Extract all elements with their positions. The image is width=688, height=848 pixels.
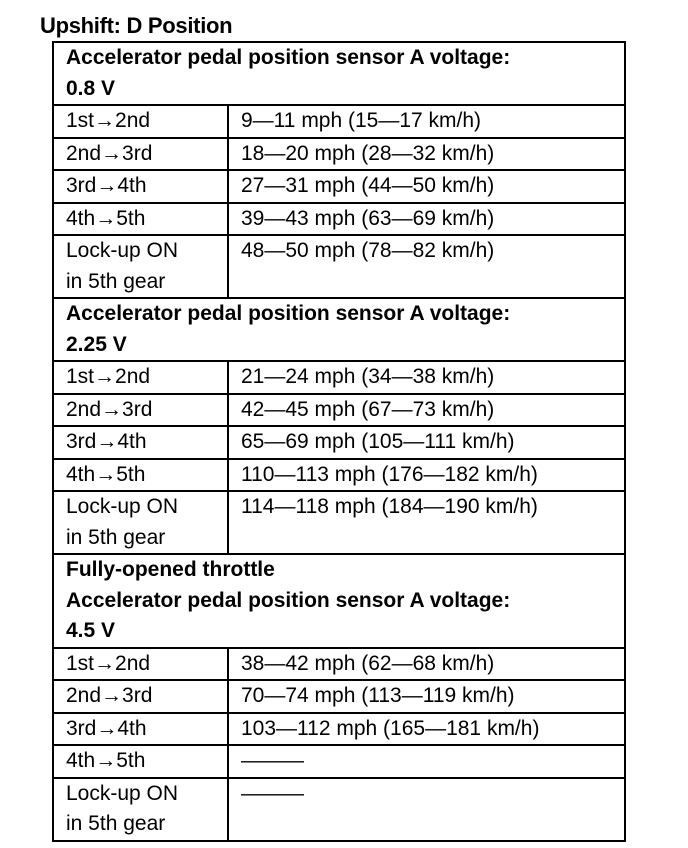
shift-cell: 3rd→4th bbox=[53, 170, 228, 203]
speed-cell: 114—118 mph (184—190 km/h) bbox=[228, 491, 625, 554]
speed-cell: 27—31 mph (44—50 km/h) bbox=[228, 170, 625, 203]
speed-cell: ——— bbox=[228, 745, 625, 778]
table-row bbox=[53, 491, 625, 554]
section-header-line: 4.5 V bbox=[66, 619, 116, 642]
speed-cell: ——— bbox=[228, 778, 625, 841]
shift-cell-line: in 5th gear bbox=[66, 812, 166, 835]
shift-cell: 1st→2nd bbox=[53, 361, 228, 394]
section-header-row bbox=[53, 42, 625, 105]
speed-cell: 110—113 mph (176—182 km/h) bbox=[228, 459, 625, 492]
speed-cell: 18—20 mph (28—32 km/h) bbox=[228, 138, 625, 171]
table-row bbox=[53, 778, 625, 841]
table-row bbox=[53, 361, 625, 394]
table-row bbox=[53, 170, 625, 203]
shift-cell-line: Lock-up ON bbox=[66, 781, 179, 805]
table-row bbox=[53, 459, 625, 492]
section-header bbox=[53, 298, 625, 361]
section-header-line: Accelerator pedal position sensor A voltage: bbox=[66, 302, 511, 325]
shift-cell bbox=[53, 491, 228, 554]
table-row bbox=[53, 745, 625, 778]
table-row bbox=[53, 235, 625, 298]
section-header bbox=[53, 42, 625, 105]
section-header-line: Accelerator pedal position sensor A voltage: bbox=[66, 46, 511, 69]
shift-cell: 2nd→3rd bbox=[53, 680, 228, 713]
shift-cell bbox=[53, 778, 228, 841]
section-header-row bbox=[53, 554, 625, 648]
speed-cell: 38—42 mph (62—68 km/h) bbox=[228, 648, 625, 681]
shift-cell-line: Lock-up ON bbox=[66, 239, 179, 262]
table-row bbox=[53, 713, 625, 746]
section-header-line: Fully-opened throttle bbox=[66, 558, 275, 581]
section-header bbox=[53, 554, 625, 648]
speed-cell: 103—112 mph (165—181 km/h) bbox=[228, 713, 625, 746]
speed-cell: 70—74 mph (113—119 km/h) bbox=[228, 680, 625, 713]
shift-cell bbox=[53, 235, 228, 298]
table-row bbox=[53, 426, 625, 459]
table-row bbox=[53, 648, 625, 681]
table-row bbox=[53, 138, 625, 171]
table-row bbox=[53, 394, 625, 427]
section-header-line: 0.8 V bbox=[66, 76, 116, 100]
table-row bbox=[53, 203, 625, 236]
shift-cell-line: Lock-up ON bbox=[66, 495, 179, 518]
speed-cell: 39—43 mph (63—69 km/h) bbox=[228, 203, 625, 236]
page-title: Upshift: D Position bbox=[40, 13, 233, 38]
shift-cell: 1st→2nd bbox=[53, 648, 228, 681]
section-header-line: 2.25 V bbox=[66, 332, 127, 356]
section-header-line: Accelerator pedal position sensor A voltage: bbox=[66, 588, 511, 612]
table-row bbox=[53, 680, 625, 713]
shift-cell-line: in 5th gear bbox=[66, 525, 166, 549]
shift-cell: 2nd→3rd bbox=[53, 138, 228, 171]
shift-cell: 1st→2nd bbox=[53, 105, 228, 138]
shift-cell: 3rd→4th bbox=[53, 713, 228, 746]
shift-cell: 3rd→4th bbox=[53, 426, 228, 459]
speed-cell: 65—69 mph (105—111 km/h) bbox=[228, 426, 625, 459]
speed-cell: 21—24 mph (34—38 km/h) bbox=[228, 361, 625, 394]
table-row bbox=[53, 105, 625, 138]
speed-cell: 42—45 mph (67—73 km/h) bbox=[228, 394, 625, 427]
speed-cell: 48—50 mph (78—82 km/h) bbox=[228, 235, 625, 298]
shift-cell: 4th→5th bbox=[53, 745, 228, 778]
speed-cell: 9—11 mph (15—17 km/h) bbox=[228, 105, 625, 138]
shift-cell: 2nd→3rd bbox=[53, 394, 228, 427]
shift-cell: 4th→5th bbox=[53, 459, 228, 492]
upshift-table bbox=[52, 41, 626, 842]
shift-cell: 4th→5th bbox=[53, 203, 228, 236]
section-header-row bbox=[53, 298, 625, 361]
shift-cell-line: in 5th gear bbox=[66, 269, 166, 293]
